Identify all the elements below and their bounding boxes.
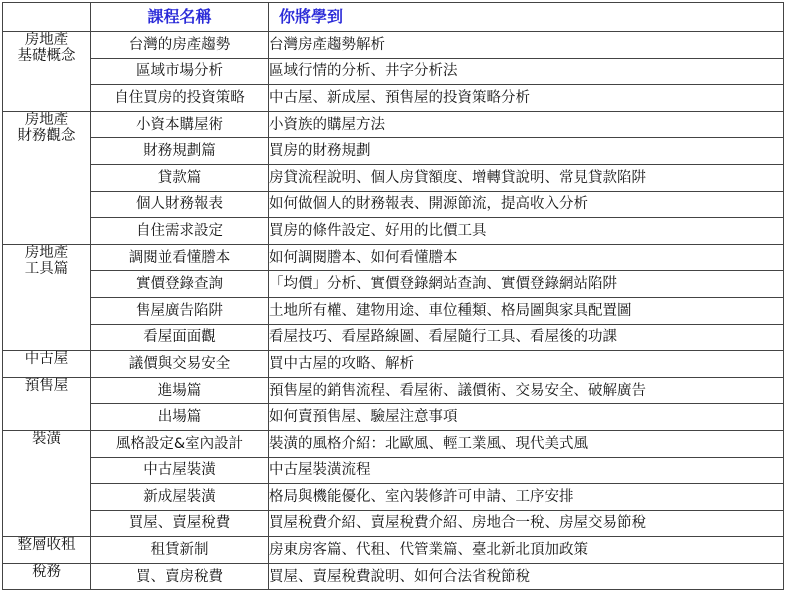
learn-cell: 小資族的購屋方法 (269, 111, 784, 138)
course-name-cell: 看屋面面觀 (91, 324, 269, 351)
learn-cell: 區域行情的分析、井字分析法 (269, 58, 784, 85)
table-row (3, 510, 784, 537)
table-row (3, 430, 784, 457)
course-name-cell: 貸款篇 (91, 164, 269, 191)
category-label: 裝潢 (32, 430, 61, 447)
table-row (3, 138, 784, 165)
learn-cell: 如何賣預售屋、驗屋注意事項 (269, 404, 784, 431)
course-table-body (3, 32, 784, 590)
table-row (3, 111, 784, 138)
table-row (3, 164, 784, 191)
table-row (3, 537, 784, 564)
table-row (3, 191, 784, 218)
header-learn: 你將學到 (269, 3, 784, 32)
learn-cell: 房貸流程說明、個人房貸額度、增轉貸說明、常見貸款陷阱 (269, 164, 784, 191)
category-label: 工具篇 (24, 260, 69, 277)
course-name-cell: 小資本購屋術 (91, 111, 269, 138)
category-cell (3, 537, 91, 564)
table-row (3, 351, 784, 378)
header-row (3, 3, 784, 32)
table-row (3, 297, 784, 324)
learn-cell: 中古屋、新成屋、預售屋的投資策略分析 (269, 85, 784, 112)
learn-cell: 如何調閱謄本、如何看懂謄本 (269, 244, 784, 271)
category-label: 房地產 (24, 111, 69, 128)
learn-cell: 土地所有權、建物用途、車位種類、格局圖與家具配置圖 (269, 297, 784, 324)
learn-cell: 買屋稅費介紹、賣屋稅費介紹、房地合一稅、房屋交易節稅 (269, 510, 784, 537)
learn-cell: 格局與機能優化、室內裝修許可申請、工序安排 (269, 484, 784, 511)
course-name-cell: 出場篇 (91, 404, 269, 431)
learn-cell: 買屋、賣屋稅費說明、如何合法省稅節稅 (269, 563, 784, 590)
category-label: 稅務 (32, 563, 61, 580)
category-label: 預售屋 (24, 377, 69, 394)
course-name-cell: 買、賣房稅費 (91, 563, 269, 590)
learn-cell: 中古屋裝潢流程 (269, 457, 784, 484)
course-name-cell: 實價登錄查詢 (91, 271, 269, 298)
learn-cell: 買房的財務規劃 (269, 138, 784, 165)
learn-cell: 買中古屋的攻略、解析 (269, 351, 784, 378)
category-cell (3, 244, 91, 350)
learn-cell: 裝潢的風格介紹：北歐風、輕工業風、現代美式風 (269, 430, 784, 457)
category-label: 整層收租 (17, 537, 76, 554)
course-name-cell: 租賃新制 (91, 537, 269, 564)
table-row (3, 271, 784, 298)
course-name-cell: 台灣的房產趨勢 (91, 32, 269, 59)
course-name-cell: 個人財務報表 (91, 191, 269, 218)
course-name-cell: 中古屋裝潢 (91, 457, 269, 484)
category-cell (3, 377, 91, 430)
learn-cell: 看屋技巧、看屋路線圖、看屋隨行工具、看屋後的功課 (269, 324, 784, 351)
learn-cell: 台灣房產趨勢解析 (269, 32, 784, 59)
table-row (3, 218, 784, 245)
course-name-cell: 調閱並看懂謄本 (91, 244, 269, 271)
course-table (2, 2, 784, 590)
learn-cell: 「均價」分析、實價登錄網站查詢、實價登錄網站陷阱 (269, 271, 784, 298)
learn-cell: 房東房客篇、代租、代管業篇、臺北新北頂加政策 (269, 537, 784, 564)
course-name-cell: 區域市場分析 (91, 58, 269, 85)
table-row (3, 404, 784, 431)
table-row (3, 563, 784, 590)
course-name-cell: 議價與交易安全 (91, 351, 269, 378)
table-row (3, 244, 784, 271)
table-row (3, 32, 784, 59)
course-name-cell: 售屋廣告陷阱 (91, 297, 269, 324)
course-name-cell: 財務規劃篇 (91, 138, 269, 165)
header-category (3, 3, 91, 32)
learn-cell: 買房的條件設定、好用的比價工具 (269, 218, 784, 245)
course-name-cell: 買屋、賣屋稅費 (91, 510, 269, 537)
course-name-cell: 自住買房的投資策略 (91, 85, 269, 112)
table-row (3, 457, 784, 484)
course-name-cell: 新成屋裝潢 (91, 484, 269, 511)
category-cell (3, 111, 91, 244)
category-cell (3, 430, 91, 536)
category-label: 財務觀念 (17, 127, 76, 144)
course-name-cell: 自住需求設定 (91, 218, 269, 245)
category-label: 房地產 (24, 244, 69, 261)
course-name-cell: 進場篇 (91, 377, 269, 404)
header-course-name: 課程名稱 (91, 3, 269, 32)
learn-cell: 如何做個人的財務報表、開源節流，提高收入分析 (269, 191, 784, 218)
category-label: 基礎概念 (17, 48, 76, 64)
category-cell (3, 32, 91, 112)
table-row (3, 324, 784, 351)
category-cell (3, 563, 91, 590)
category-label: 中古屋 (24, 351, 69, 368)
table-row (3, 377, 784, 404)
learn-cell: 預售屋的銷售流程、看屋術、議價術、交易安全、破解廣告 (269, 377, 784, 404)
table-row (3, 484, 784, 511)
category-label: 房地產 (24, 32, 69, 48)
category-cell (3, 351, 91, 378)
course-name-cell: 風格設定&室內設計 (91, 430, 269, 457)
table-row (3, 85, 784, 112)
table-row (3, 58, 784, 85)
